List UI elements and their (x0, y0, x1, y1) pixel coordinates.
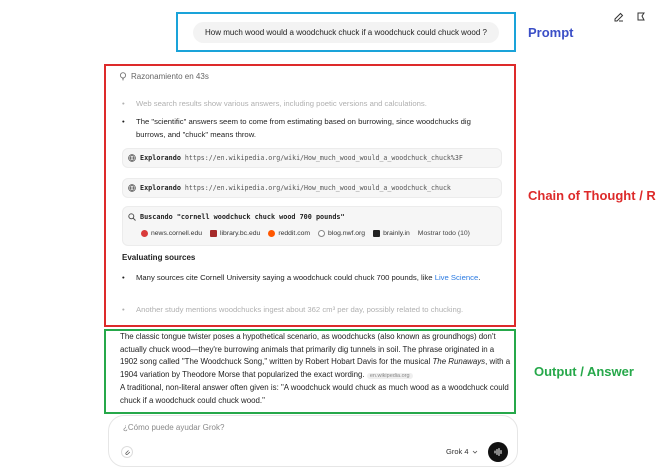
citation-badge[interactable]: en.wikipedia.org (367, 373, 413, 379)
reasoning-panel (112, 90, 510, 322)
source-chip[interactable] (268, 230, 310, 237)
user-prompt-bubble: How much wood would a woodchuck chuck if a woodchuck could chuck wood ? (193, 22, 499, 43)
source-chip[interactable] (210, 230, 260, 237)
options-icon[interactable] (636, 12, 646, 24)
prompt-highlight-box (176, 12, 516, 52)
show-all-sources-button[interactable]: Mostrar todo (10) (417, 230, 470, 237)
reasoning-header[interactable] (119, 72, 209, 81)
reasoning-duration: Razonamiento en 43s (131, 72, 209, 81)
chevron-down-icon (472, 449, 478, 455)
source-name: brainly.in (383, 230, 410, 237)
brainly-favicon-icon (373, 230, 380, 237)
attach-button[interactable] (121, 446, 133, 458)
prompt-annotation-label: Prompt (528, 25, 574, 40)
source-name: reddit.com (278, 230, 311, 237)
globe-icon (128, 154, 136, 162)
search-icon (128, 213, 136, 221)
answer-annotation-label: Output / Answer (534, 364, 634, 379)
voice-mode-button[interactable] (488, 442, 508, 462)
source-chip[interactable] (318, 230, 365, 237)
browse-url: https://en.wikipedia.org/wiki/How_much_wood_would_a_woodchuck_chuck (184, 184, 451, 192)
input-placeholder: ¿Cómo puede ayudar Grok? (123, 423, 225, 432)
source-name: blog.nwf.org (328, 230, 366, 237)
reasoning-bullet (122, 271, 502, 284)
lightbulb-icon (119, 72, 127, 81)
source-name: news.cornell.edu (151, 230, 203, 237)
search-query-text: Buscando "cornell woodchuck chuck wood 700 pounds" (140, 213, 345, 221)
browse-action: Explorando (140, 154, 181, 162)
cot-annotation-label: Chain of Thought / R (528, 188, 656, 203)
paperclip-icon (124, 449, 131, 456)
live-science-link[interactable]: Live Science (434, 273, 479, 282)
source-chip[interactable] (373, 230, 410, 237)
section-title: Evaluating sources (122, 253, 196, 262)
answer-paragraph: The classic tongue twister poses a hypothetical scenario, as woodchucks (also known as groundhogs) don't actually chuck wood—they're burrowing animals that primarily dig tunnels in soil. The phrase originated in a 1902 song called "The Woodchuck Song," written by Robert Hobart Davis for the musical (120, 332, 496, 367)
top-toolbar (614, 12, 646, 24)
browse-action: Explorando (140, 184, 181, 192)
cornell-favicon-icon (141, 230, 148, 237)
source-chip[interactable] (141, 230, 202, 237)
waveform-icon (493, 447, 503, 457)
answer-text (120, 331, 512, 408)
search-step[interactable] (122, 206, 502, 246)
search-query (128, 213, 345, 221)
reasoning-bullet: • Web search results show various answers, including poetic versions and calculations. (122, 97, 502, 110)
bullet-text: Many sources cite Cornell University saying a woodchuck could chuck 700 pounds, like (136, 273, 433, 282)
nwf-favicon-icon (318, 230, 325, 237)
reddit-favicon-icon (268, 230, 275, 237)
bullet-end: . (478, 273, 481, 282)
model-selector[interactable] (446, 447, 478, 456)
source-name: library.bc.edu (220, 230, 261, 237)
edit-icon[interactable] (614, 12, 624, 24)
browse-step[interactable] (122, 178, 502, 198)
chat-input[interactable] (108, 415, 518, 467)
musical-title: The Runaways (432, 357, 486, 367)
globe-icon (128, 184, 136, 192)
browse-url: https://en.wikipedia.org/wiki/How_much_wood_would_a_woodchuck_chuck%3F (184, 154, 463, 162)
bc-favicon-icon (210, 230, 217, 237)
source-chips (141, 230, 470, 237)
answer-paragraph: A traditional, non-literal answer often given is: "A woodchuck would chuck as much wood as a woodchuck could chuck if a woodchuck could chuck wood." (120, 383, 509, 405)
reasoning-bullet: • The "scientific" answers seem to come from estimating based on burrowing, since woodchucks dig burrows, and "chuck" means throw. (122, 115, 502, 141)
browse-step[interactable] (122, 148, 502, 168)
answer-paragraph: , with a 1904 variation by Theodore Morse that popularized the exact wording. (120, 357, 511, 379)
reasoning-bullet: • Another study mentions woodchucks ingest about 362 cm³ per day, possibly related to chucking. (122, 303, 502, 316)
model-name: Grok 4 (446, 447, 469, 456)
